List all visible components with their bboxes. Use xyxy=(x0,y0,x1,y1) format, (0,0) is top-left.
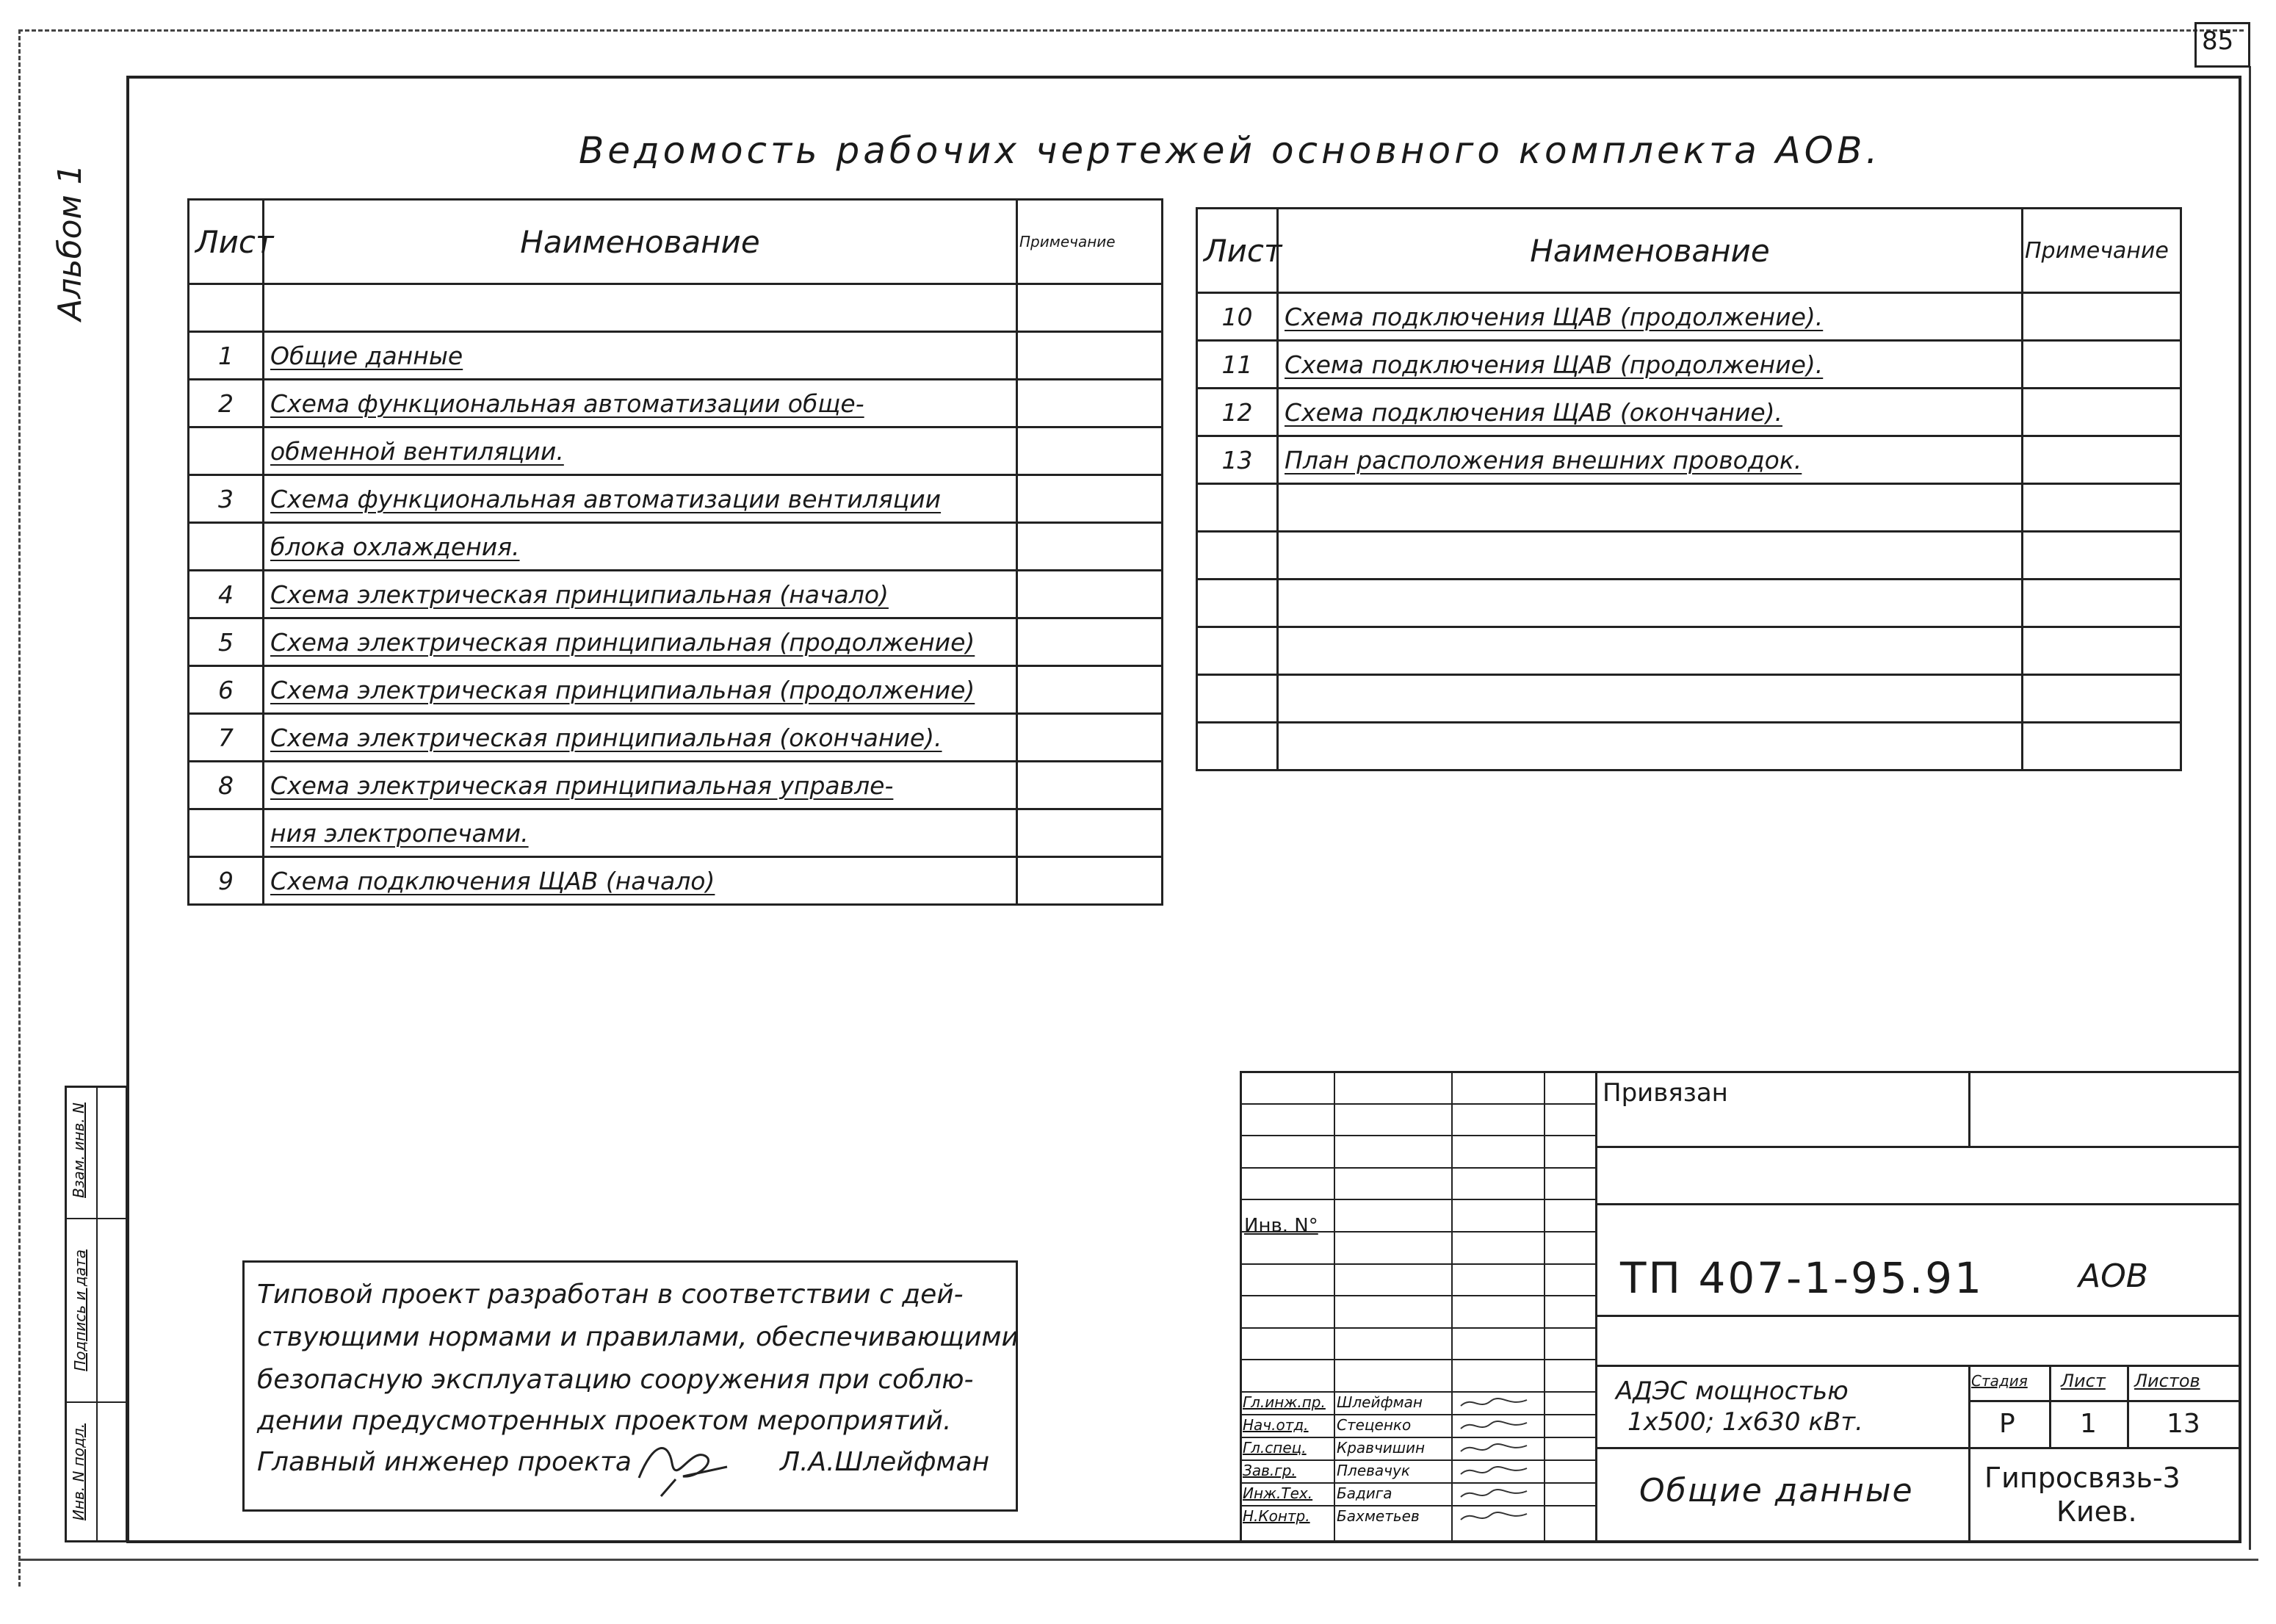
row-sheet-number: 8 xyxy=(189,762,264,809)
row-sheet-number: 11 xyxy=(1197,341,1278,389)
tb-person: Бахметьев xyxy=(1337,1507,1420,1525)
row-note xyxy=(2023,341,2181,389)
row-sheet-number: 9 xyxy=(189,857,264,905)
side-stamp-rule-2 xyxy=(65,1401,128,1403)
tb-grid-hline xyxy=(1240,1103,1595,1105)
tb-grid-hline xyxy=(1240,1359,1595,1360)
row-note xyxy=(2023,580,2181,627)
row-sheet-number: 13 xyxy=(1197,436,1278,484)
row-sheet-name xyxy=(1278,723,2023,771)
row-sheet-number xyxy=(1197,675,1278,723)
note-line-4: дении предусмотренных проектом мероприятий. xyxy=(257,1406,952,1436)
row-sheet-name: ния электропечами. xyxy=(264,809,1017,857)
page-number: 85 xyxy=(2202,26,2234,56)
right-table-header xyxy=(1197,209,2181,293)
album-label: Альбом 1 xyxy=(51,164,89,321)
row-sheet-name: блока охлаждения. xyxy=(264,523,1017,571)
tb-rule-5 xyxy=(1595,1447,2241,1449)
tb-vline-stage xyxy=(1968,1365,1970,1542)
note-line-3: безопасную эксплуатацию сооружения при соблю- xyxy=(257,1365,974,1395)
header-name: Наименование xyxy=(264,200,1017,284)
row-sheet-number: 1 xyxy=(189,332,264,380)
table-row xyxy=(189,475,1163,523)
tb-grid-hline xyxy=(1240,1167,1595,1169)
row-sheet-name xyxy=(1278,580,2023,627)
tb-signature xyxy=(1457,1415,1538,1436)
row-sheet-name xyxy=(1278,484,2023,532)
row-note xyxy=(1017,523,1163,571)
tb-sheets-header: Листов xyxy=(2134,1371,2200,1391)
row-note xyxy=(2023,436,2181,484)
row-sheet-name: обменной вентиляции. xyxy=(264,427,1017,475)
header-sheet: Лист xyxy=(189,200,264,284)
tb-role: Инж.Тех. xyxy=(1243,1484,1313,1502)
table-row xyxy=(1197,389,2181,436)
row-sheet-number: 4 xyxy=(189,571,264,618)
tb-grid-vline xyxy=(1544,1071,1545,1542)
table-row xyxy=(189,666,1163,714)
tb-stage-header: Стадия xyxy=(1971,1372,2028,1390)
tb-grid-hline xyxy=(1240,1199,1595,1200)
table-row xyxy=(189,618,1163,666)
side-stamp-rule-1 xyxy=(65,1218,128,1219)
header-name: Наименование xyxy=(1278,209,2023,293)
row-note xyxy=(1017,714,1163,762)
table-row xyxy=(189,857,1163,905)
tb-privyazan: Привязан xyxy=(1603,1078,1728,1108)
chief-engineer-signature xyxy=(632,1434,734,1500)
table-row xyxy=(189,809,1163,857)
tb-sheets: 13 xyxy=(2167,1409,2200,1439)
tb-vline-stage-3 xyxy=(2127,1365,2129,1447)
row-sheet-number: 7 xyxy=(189,714,264,762)
row-note xyxy=(2023,723,2181,771)
row-sheet-number xyxy=(1197,532,1278,580)
row-sheet-number xyxy=(189,284,264,332)
table-row xyxy=(189,571,1163,618)
tb-person: Стеценко xyxy=(1337,1416,1412,1434)
row-sheet-number: 12 xyxy=(1197,389,1278,436)
tb-vline-stage-2 xyxy=(2049,1365,2051,1447)
table-row xyxy=(189,762,1163,809)
tb-rule-stage-1 xyxy=(1968,1400,2241,1402)
row-sheet-number: 6 xyxy=(189,666,264,714)
table-row xyxy=(189,332,1163,380)
tb-vline-main xyxy=(1595,1071,1597,1542)
table-row xyxy=(1197,675,2181,723)
row-sheet-number xyxy=(1197,484,1278,532)
side-stamp-inv: Инв. N подл. xyxy=(70,1423,87,1521)
right-sheet-table xyxy=(1196,207,2182,771)
tb-description-2: 1х500; 1х630 кВт. xyxy=(1627,1407,1863,1437)
trim-line-bottom xyxy=(18,1559,2258,1561)
tb-rule-4 xyxy=(1595,1365,2241,1367)
row-sheet-number: 5 xyxy=(189,618,264,666)
tb-vline-privyazan xyxy=(1968,1071,1970,1146)
tb-project-code: ТП 407-1-95.91 xyxy=(1620,1253,1984,1303)
frame-right-rule xyxy=(2249,66,2251,1550)
table-row xyxy=(189,427,1163,475)
row-sheet-name: Схема электрическая принципиальная (продолжение) xyxy=(264,666,1017,714)
tb-grid-hline xyxy=(1240,1459,1595,1461)
note-line-5-label: Главный инженер проекта xyxy=(257,1447,632,1477)
tb-person: Плевачук xyxy=(1337,1462,1410,1479)
tb-grid-hline xyxy=(1240,1295,1595,1296)
table-row xyxy=(1197,436,2181,484)
tb-rule-2 xyxy=(1595,1203,2241,1205)
table-row xyxy=(189,714,1163,762)
table-row xyxy=(1197,484,2181,532)
tb-grid-vline xyxy=(1451,1071,1453,1542)
row-sheet-number xyxy=(189,427,264,475)
tb-role: Гл.инж.пр. xyxy=(1243,1393,1326,1411)
table-row xyxy=(189,380,1163,427)
tb-doc-title: Общие данные xyxy=(1639,1472,1914,1509)
row-sheet-name xyxy=(1278,675,2023,723)
row-sheet-number xyxy=(1197,723,1278,771)
tb-person: Бадига xyxy=(1337,1484,1392,1502)
header-note: Примечание xyxy=(2023,209,2181,293)
tb-set-code: АОВ xyxy=(2078,1257,2148,1295)
row-note xyxy=(1017,809,1163,857)
tb-grid-hline xyxy=(1240,1505,1595,1506)
row-sheet-number xyxy=(189,809,264,857)
row-sheet-name: Схема электрическая принципиальная (продолжение) xyxy=(264,618,1017,666)
row-sheet-name: Схема подключения ЩАВ (продолжение). xyxy=(1278,341,2023,389)
table-row xyxy=(189,284,1163,332)
side-stamp-divider xyxy=(96,1086,98,1542)
table-row xyxy=(1197,293,2181,341)
row-note xyxy=(1017,762,1163,809)
row-sheet-number xyxy=(1197,627,1278,675)
tb-signature xyxy=(1457,1484,1538,1504)
tb-sheet-header: Лист xyxy=(2061,1371,2106,1391)
row-sheet-name: Схема подключения ЩАВ (окончание). xyxy=(1278,389,2023,436)
tb-role: Гл.спец. xyxy=(1243,1439,1307,1457)
row-note xyxy=(1017,571,1163,618)
tb-role: Н.Контр. xyxy=(1243,1507,1310,1525)
note-line-1: Типовой проект разработан в соответствии с дей- xyxy=(257,1280,964,1310)
tb-person: Кравчишин xyxy=(1337,1439,1426,1457)
tb-stage: Р xyxy=(1999,1409,2015,1439)
table-row xyxy=(1197,580,2181,627)
side-stamp-vzam: Взам. инв. N xyxy=(70,1102,87,1198)
tb-rule-3 xyxy=(1595,1315,2241,1317)
row-note xyxy=(1017,427,1163,475)
note-line-5-name: Л.А.Шлейфман xyxy=(780,1447,990,1477)
row-sheet-name xyxy=(1278,627,2023,675)
note-line-2: ствующими нормами и правилами, обеспечивающими xyxy=(257,1322,1019,1352)
row-sheet-number: 10 xyxy=(1197,293,1278,341)
title-block-signature-grid xyxy=(1240,1071,1595,1542)
tb-rule-1 xyxy=(1595,1146,2241,1148)
tb-organization-2: Киев. xyxy=(2056,1495,2137,1528)
page-title: Ведомость рабочих чертежей основного комплекта АОВ. xyxy=(579,129,1882,172)
row-note xyxy=(2023,389,2181,436)
row-sheet-name: Общие данные xyxy=(264,332,1017,380)
row-note xyxy=(1017,857,1163,905)
table-row xyxy=(1197,341,2181,389)
row-note xyxy=(1017,475,1163,523)
tb-signature xyxy=(1457,1393,1538,1413)
header-note: Примечание xyxy=(1017,200,1163,284)
tb-signature xyxy=(1457,1438,1538,1459)
row-sheet-name: Схема электрическая принципиальная (окончание). xyxy=(264,714,1017,762)
row-sheet-name xyxy=(1278,532,2023,580)
tb-inv-no: Инв. N° xyxy=(1244,1215,1318,1237)
table-row xyxy=(189,523,1163,571)
tb-grid-hline xyxy=(1240,1135,1595,1136)
row-note xyxy=(1017,666,1163,714)
tb-grid-hline xyxy=(1240,1327,1595,1329)
row-sheet-name: Схема подключения ЩАВ (начало) xyxy=(264,857,1017,905)
row-note xyxy=(2023,675,2181,723)
tb-signature xyxy=(1457,1461,1538,1482)
row-sheet-name: Схема электрическая принципиальная управле- xyxy=(264,762,1017,809)
tb-role: Нач.отд. xyxy=(1243,1416,1309,1434)
row-note xyxy=(1017,380,1163,427)
row-sheet-number xyxy=(189,523,264,571)
header-sheet: Лист xyxy=(1197,209,1278,293)
tb-grid-vline xyxy=(1334,1071,1335,1542)
table-row xyxy=(1197,723,2181,771)
tb-description-1: АДЭС мощностью xyxy=(1616,1376,1849,1406)
tb-person: Шлейфман xyxy=(1337,1393,1423,1411)
tb-signature xyxy=(1457,1506,1538,1527)
left-table-header xyxy=(189,200,1163,284)
tb-grid-hline xyxy=(1240,1414,1595,1415)
row-sheet-name: Схема функциональная автоматизации вентиляции xyxy=(264,475,1017,523)
row-note xyxy=(1017,618,1163,666)
row-sheet-name: Схема подключения ЩАВ (продолжение). xyxy=(1278,293,2023,341)
row-sheet-name: План расположения внешних проводок. xyxy=(1278,436,2023,484)
tb-grid-hline xyxy=(1240,1482,1595,1484)
tb-grid-hline xyxy=(1240,1391,1595,1393)
row-note xyxy=(2023,484,2181,532)
trim-line-left xyxy=(18,29,21,1587)
trim-line-top xyxy=(18,29,2244,32)
row-note xyxy=(2023,293,2181,341)
row-note xyxy=(1017,284,1163,332)
tb-sheet: 1 xyxy=(2080,1409,2097,1439)
row-sheet-number xyxy=(1197,580,1278,627)
tb-organization-1: Гипросвязь-3 xyxy=(1984,1462,2181,1494)
tb-grid-hline xyxy=(1240,1437,1595,1438)
row-note xyxy=(1017,332,1163,380)
table-row xyxy=(1197,532,2181,580)
row-sheet-number: 3 xyxy=(189,475,264,523)
row-sheet-name xyxy=(264,284,1017,332)
row-sheet-name: Схема функциональная автоматизации обще- xyxy=(264,380,1017,427)
tb-grid-hline xyxy=(1240,1263,1595,1265)
row-note xyxy=(2023,627,2181,675)
row-note xyxy=(2023,532,2181,580)
left-sheet-table xyxy=(187,198,1163,906)
side-stamp-podpis: Подпись и дата xyxy=(71,1249,89,1371)
tb-role: Зав.гр. xyxy=(1243,1462,1296,1479)
row-sheet-name: Схема электрическая принципиальная (начало) xyxy=(264,571,1017,618)
table-row xyxy=(1197,627,2181,675)
row-sheet-number: 2 xyxy=(189,380,264,427)
